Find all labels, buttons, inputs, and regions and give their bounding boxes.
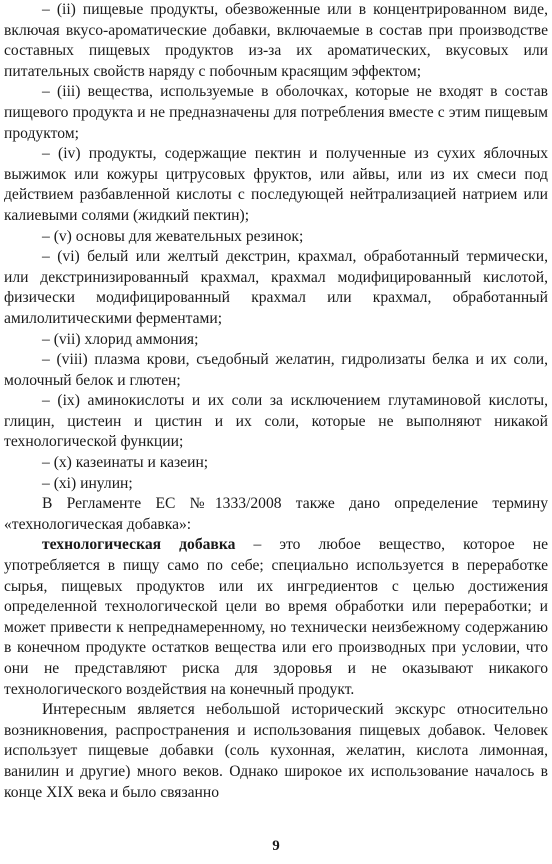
definition-paragraph [4,535,548,700]
list-item-x: – (x) казеинаты и казеин; [42,454,209,472]
list-item-xi: – (xi) инулин; [42,474,133,492]
definition-term: технологическая добавка [42,536,236,554]
definition-text: – это любое вещество, которое не употребляется в пищу само по себе; специально используется в переработке сырья, пищевых продуктов или их ингредиентов с целью достижения определенной технологической цели во время обработки или переработки; и может привести к непреднамеренному, но технически неизбежному содержанию в конечном продукте остатков вещества или его производных при условии, что они не представляют риска для здоровья и не оказывают никакого технологического воздействия на конечный продукт. [4,536,548,698]
list-item-vii: – (vii) хлорид аммония; [42,330,199,348]
regulation-paragraph: В Регламенте ЕС №1333/2008 также дано определение термину «технологическая добавка»: [4,495,548,533]
list-item-ix: – (ix) аминокислоты и их соли за исключением глутаминовой кислоты, глицин, цистеин и цистин и их соли, которые не выполняют никакой технологической функции; [4,392,548,451]
page-number: 9 [272,838,280,854]
list-item-v: – (v) основы для жевательных резинок; [42,227,304,245]
body-text [4,0,548,803]
document-page [4,0,548,803]
list-item-viii: – (viii) плазма крови, съедобный желатин, гидролизаты белка и их соли, молочный белок и глютен; [4,351,548,389]
list-item-iii: – (iii) вещества, используемые в оболочках, которые не входят в состав пищевого продукта и не предназначены для потребления вместе с этим пищевым продуктом; [4,83,548,142]
list-item-vi: – (vi) белый или желтый декстрин, крахмал, обработанный термически, или декстринизированный крахмал, крахмал модифицированный кислотой, физически модифицированный крахмал или крахмал, обработанный амилолитическими ферментами; [4,248,548,327]
list-item-iv: – (iv) продукты, содержащие пектин и полученные из сухих яблочных выжимок или кожуры цитрусовых фруктов, или айвы, или из их смеси под действием разбавленной кислоты с последующей нейтрализацией натрием или калиевыми солями (жидкий пектин); [4,145,548,224]
list-item-ii: – (ii) пищевые продукты, обезвоженные или в концентрированном виде, включая вкусо-ароматические добавки, включаемые в состав при производстве составных пищевых продуктов из-за их ароматических, вкусовых или питательных свойств наряду с побочным красящим эффектом; [4,1,548,80]
history-paragraph: Интересным является небольшой исторический экскурс относительно возникновения, распространения и использования пищевых добавок. Человек использует пищевые добавки (соль кухонная, желатин, кислота лимонная, ванилин и другие) много веков. Однако широкое их использование началось в конце XIX века и было связанно [4,701,548,801]
